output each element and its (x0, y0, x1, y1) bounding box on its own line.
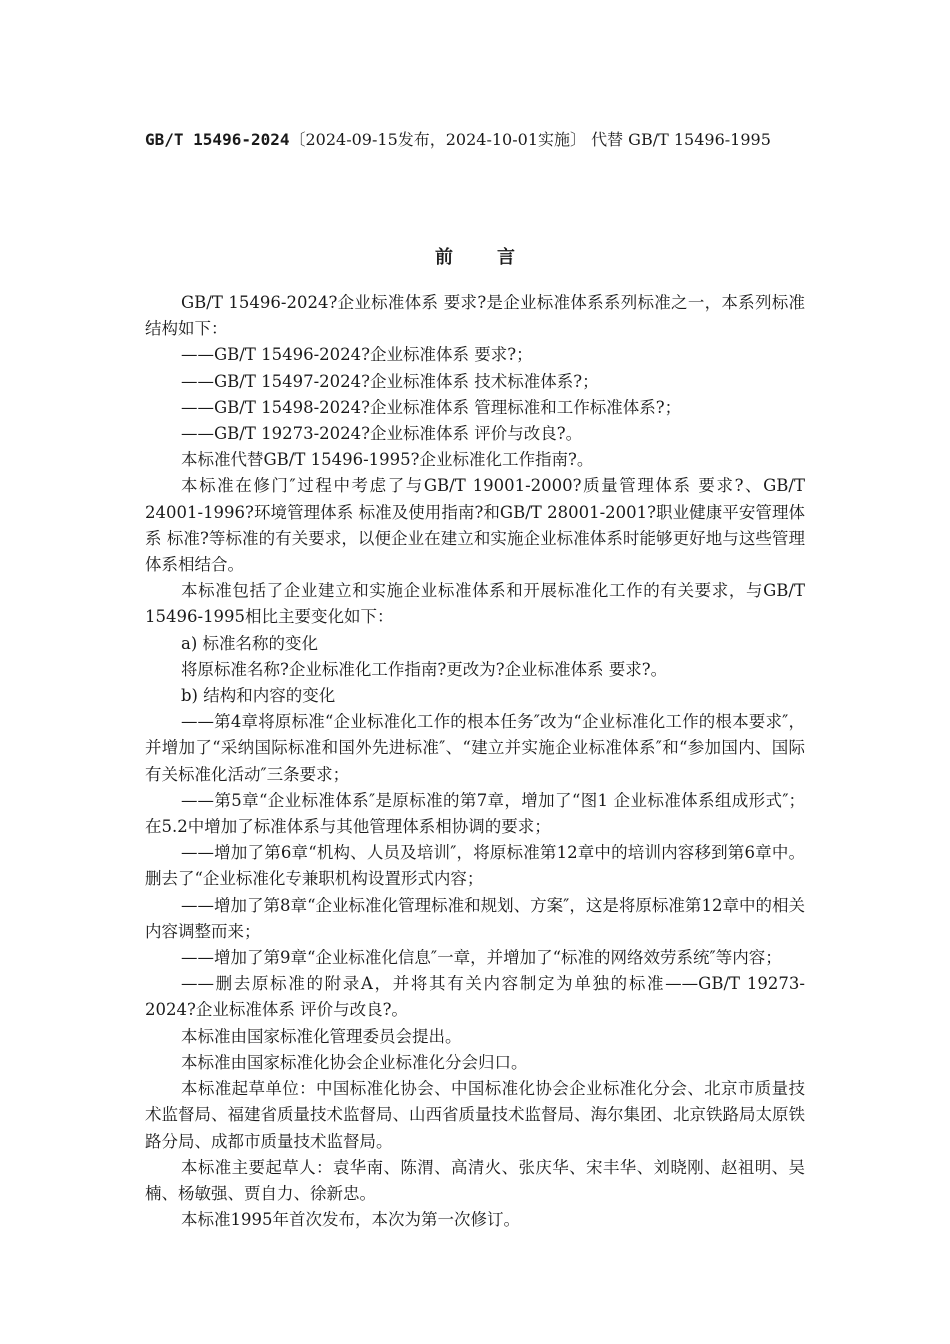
paragraph: 本标准1995年首次发布，本次为第一次修订。 (181, 1210, 520, 1230)
foreword-body (145, 290, 805, 1233)
paragraph: ——第5章“企业标准体系″是原标准的第7章，增加了“图1 企业标准体系组成形式″；在5.2中增加了标准体系与其他管理体系相协调的要求； (145, 790, 805, 837)
paragraph: b) 结构和内容的变化 (181, 686, 336, 706)
paragraph: ——增加了第9章“企业标准化信息″一章，并增加了“标准的网络效劳系统″等内容； (181, 948, 782, 968)
paragraph: ——GB/T 15497-2024?企业标准体系 技术标准体系?； (181, 371, 599, 391)
standard-dates: 〔2024-09-15发布，2024-10-01实施〕 代替 GB/T 15496-1995 (289, 130, 771, 149)
paragraph: ——第4章将原标准“企业标准化工作的根本任务″改为“企业标准化工作的根本要求″，并增加了“采纳国际标准和国外先进标准″、“建立并实施企业标准体系″和“参加国内、国际有关标准化活动″三条要求； (145, 712, 805, 784)
paragraph: 本标准在修门″过程中考虑了与GB/T 19001-2000?质量管理体系 要求?、GB/T 24001-1996?环境管理体系 标准及使用指南?和GB/T 28001-2001?职业健康平安管理体系 标准?等标准的有关要求，以便企业在建立和实施企业标准体系时能够更好地与这些管理体系相结合。 (145, 476, 805, 575)
paragraph: 本标准代替GB/T 15496-1995?企业标准化工作指南?。 (181, 450, 594, 470)
paragraph: 本标准由国家标准化管理委员会提出。 (181, 1026, 462, 1046)
paragraph: 将原标准名称?企业标准化工作指南?更改为?企业标准体系 要求?。 (181, 659, 668, 679)
paragraph: ——增加了第6章“机构、人员及培训″，将原标准第12章中的培训内容移到第6章中。删去了“企业标准化专兼职机构设置形式内容； (145, 843, 805, 889)
paragraph: ——GB/T 15496-2024?企业标准体系 要求?； (181, 345, 533, 365)
paragraph: 本标准由国家标准化协会企业标准化分会归口。 (181, 1052, 528, 1072)
section-title: 前言 (435, 247, 559, 268)
paragraph: 本标准包括了企业建立和实施企业标准体系和开展标准化工作的有关要求，与GB/T 15496-1995相比主要变化如下： (145, 581, 805, 627)
paragraph: ——增加了第8章“企业标准化管理标准和规划、方案″，这是将原标准第12章中的相关内容调整而来； (145, 895, 805, 941)
paragraph: ——GB/T 19273-2024?企业标准体系 评价与改良?。 (181, 424, 583, 444)
paragraph: ——删去原标准的附录A，并将其有关内容制定为单独的标准——GB/T 19273-2024?企业标准体系 评价与改良?。 (145, 974, 805, 1020)
standard-header (145, 126, 805, 154)
paragraph: a) 标准名称的变化 (181, 633, 319, 653)
paragraph: ——GB/T 15498-2024?企业标准体系 管理标准和工作标准体系?； (181, 397, 682, 417)
paragraph: GB/T 15496-2024?企业标准体系 要求?是企业标准体系系列标准之一，本系列标准结构如下： (145, 293, 805, 339)
paragraph: 本标准主要起草人：袁华南、陈渭、高清火、张庆华、宋丰华、刘晓刚、赵祖明、吴楠、杨敏强、贾自力、徐新忠。 (145, 1157, 805, 1203)
standard-code: GB/T 15496-2024 (145, 130, 290, 149)
paragraph: 本标准起草单位：中国标准化协会、中国标准化协会企业标准化分会、北京市质量技术监督局、福建省质量技术监督局、山西省质量技术监督局、海尔集团、北京铁路局太原铁路分局、成都市质量技术监督局。 (145, 1079, 805, 1151)
